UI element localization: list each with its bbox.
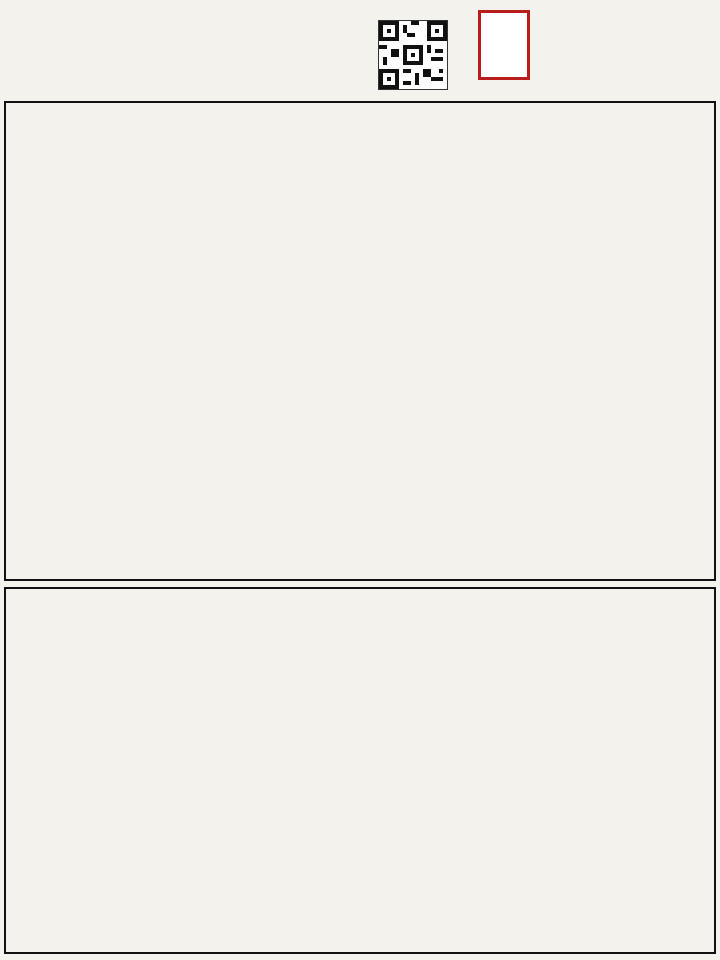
red-seal-logo [478, 10, 530, 80]
yearly-table [4, 587, 716, 954]
pillars-table [4, 101, 716, 581]
qr-code-icon [378, 20, 448, 90]
